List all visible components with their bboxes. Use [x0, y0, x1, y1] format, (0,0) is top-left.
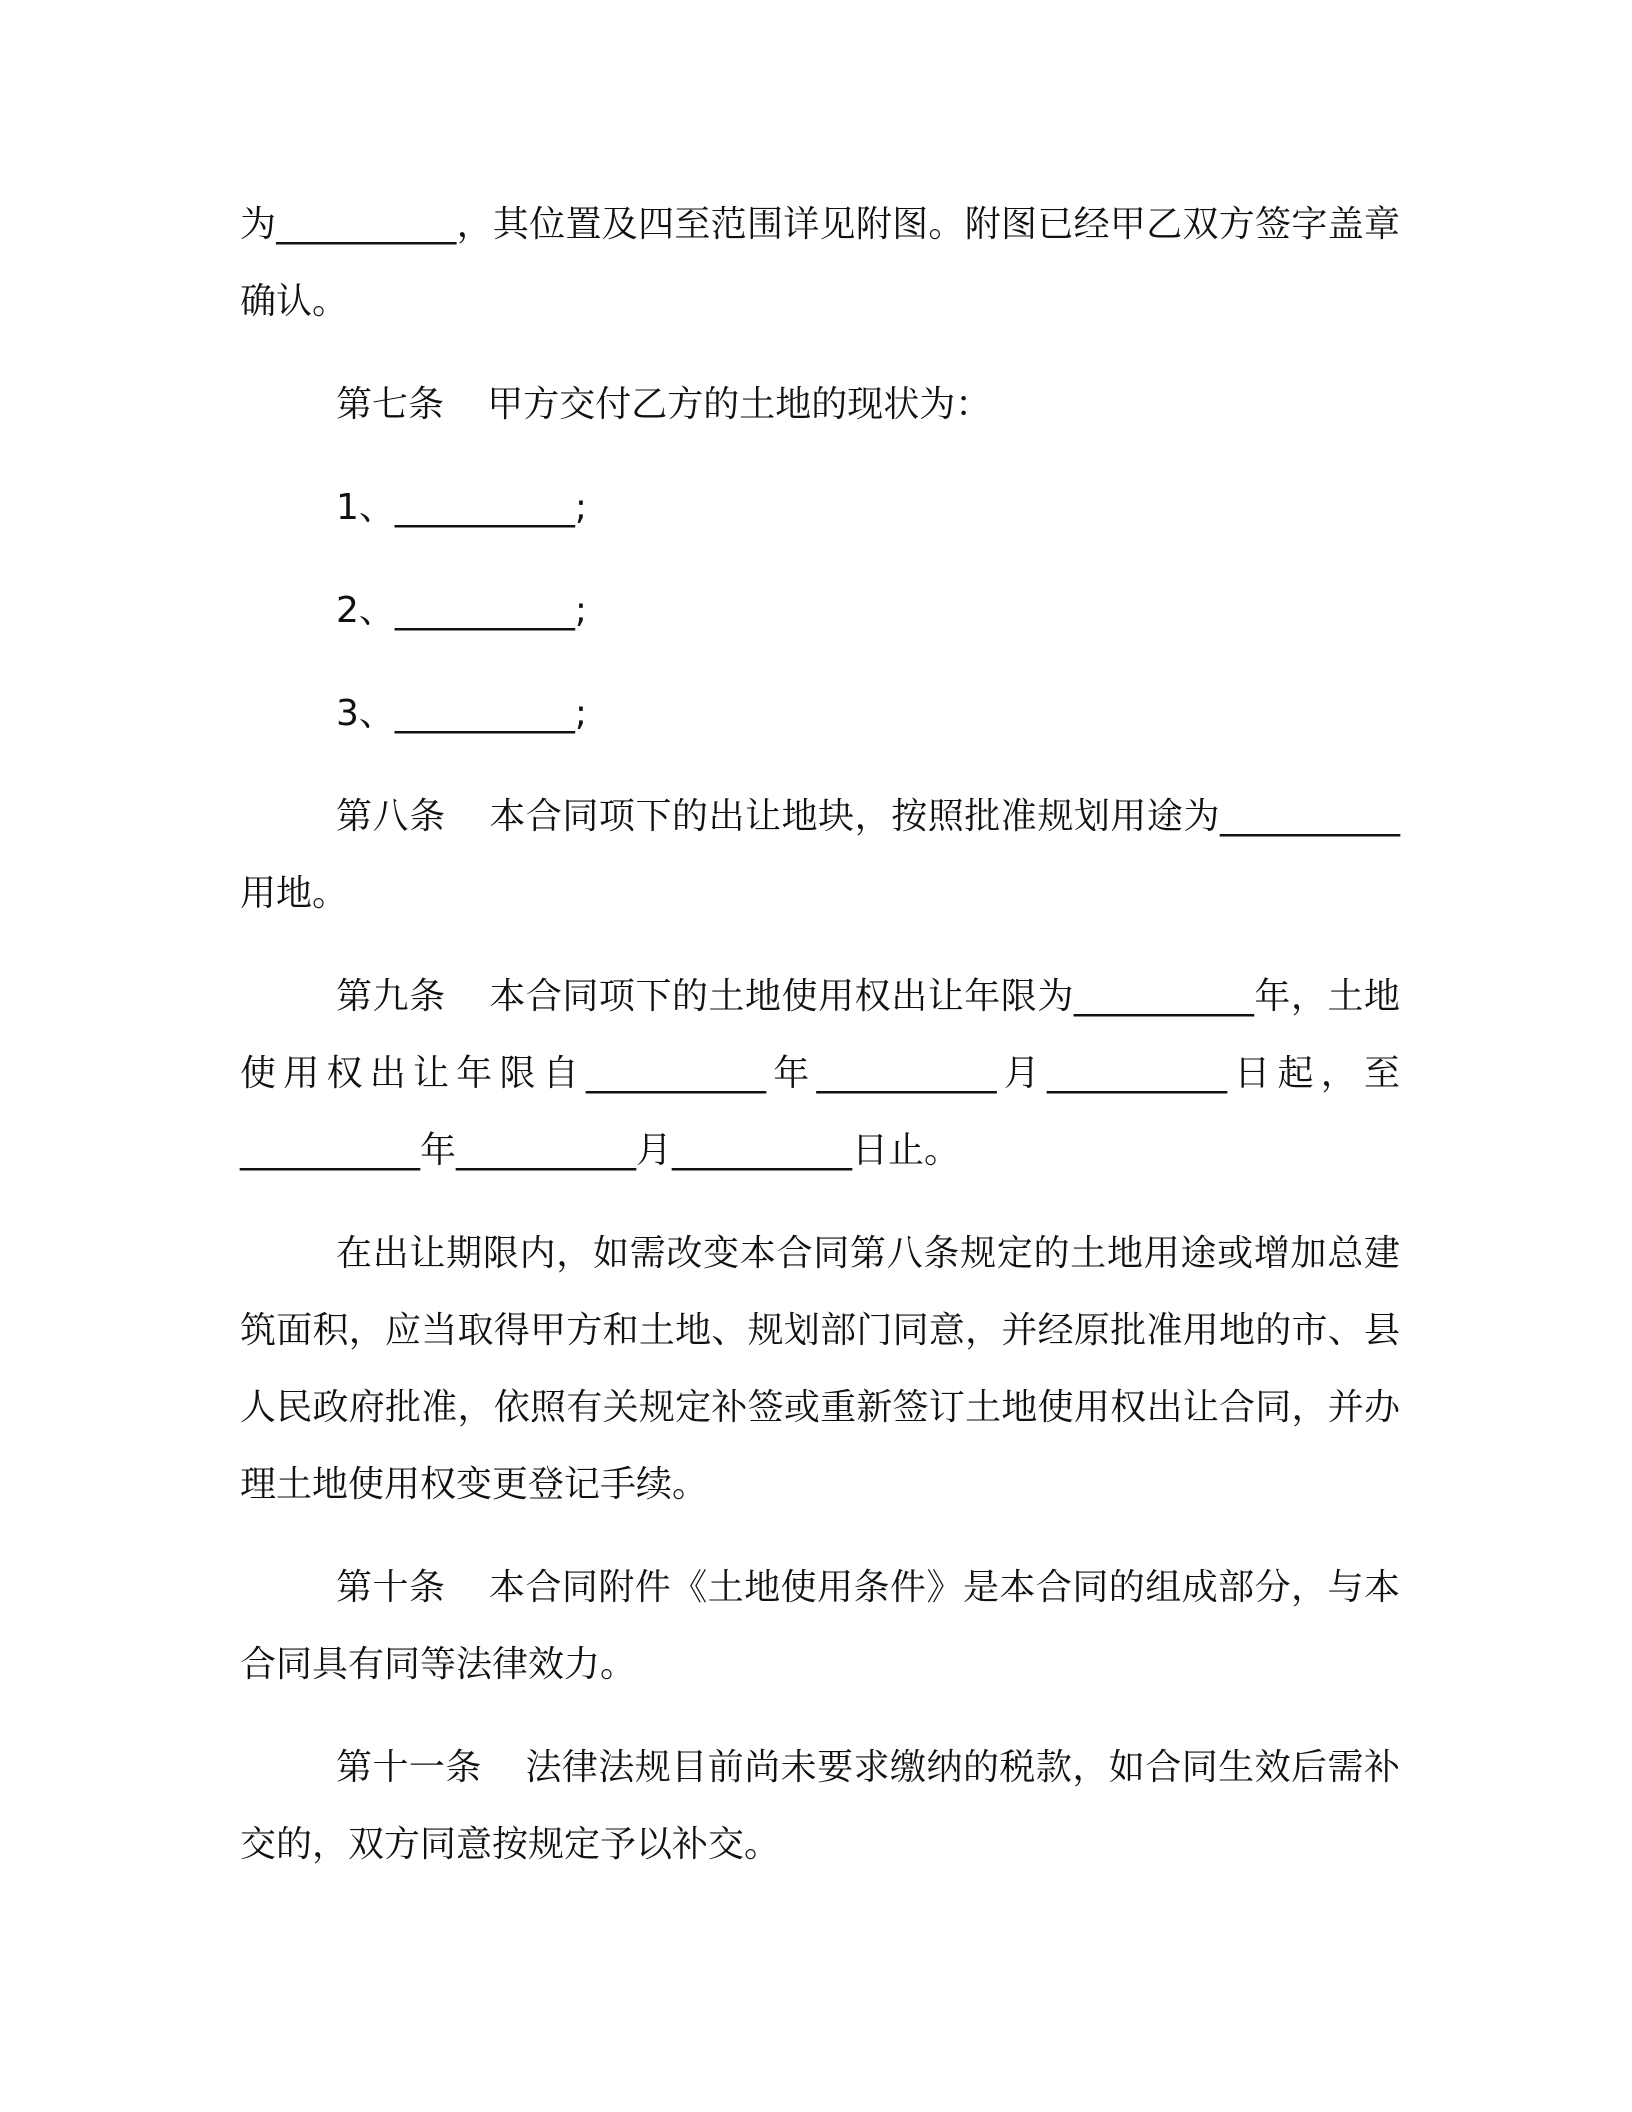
list-item [240, 675, 1400, 752]
article-10 [240, 1549, 1400, 1703]
article-9 [240, 958, 1400, 1189]
paragraph-site-location [240, 186, 1400, 340]
paragraph-text: 在出让期限内，如需改变本合同第八条规定的土地用途或增加总建筑面积，应当取得甲方和土地、规划部门同意，并经原批准用地的市、县人民政府批准，依照有关规定补签或重新签订土地使用权出让合同，并办理土地使用权变更登记手续。 [240, 1233, 1400, 1505]
article-number: 第十一条 [336, 1747, 482, 1788]
article-number: 第八条 [336, 796, 446, 837]
list-item-text: 3、__________; [336, 693, 588, 734]
article-7 [240, 366, 1400, 443]
article-text: 本合同项下的出让地块，按照批准规划用途为__________用地。 [240, 796, 1400, 914]
article-8 [240, 778, 1400, 932]
article-11 [240, 1729, 1400, 1883]
paragraph-change-of-use [240, 1215, 1400, 1523]
article-text: 本合同项下的土地使用权出让年限为__________年，土地使用权出让年限自__________年__________月__________日起，至__________年__________月__________日止。 [240, 976, 1400, 1171]
article-text: 本合同附件《土地使用条件》是本合同的组成部分，与本合同具有同等法律效力。 [240, 1567, 1400, 1685]
document-page [240, 186, 1400, 1909]
list-item [240, 469, 1400, 546]
article-number: 第七条 [336, 384, 445, 425]
paragraph-text: 为__________，其位置及四至范围详见附图。附图已经甲乙双方签字盖章确认。 [240, 204, 1400, 322]
article-number: 第十条 [336, 1567, 446, 1608]
article-number: 第九条 [336, 976, 446, 1017]
article-text: 法律法规目前尚未要求缴纳的税款，如合同生效后需补交的，双方同意按规定予以补交。 [240, 1747, 1400, 1865]
article-text: 甲方交付乙方的土地的现状为： [487, 384, 992, 425]
list-item-text: 1、__________; [336, 487, 588, 528]
list-item-text: 2、__________; [336, 590, 588, 631]
list-item [240, 572, 1400, 649]
